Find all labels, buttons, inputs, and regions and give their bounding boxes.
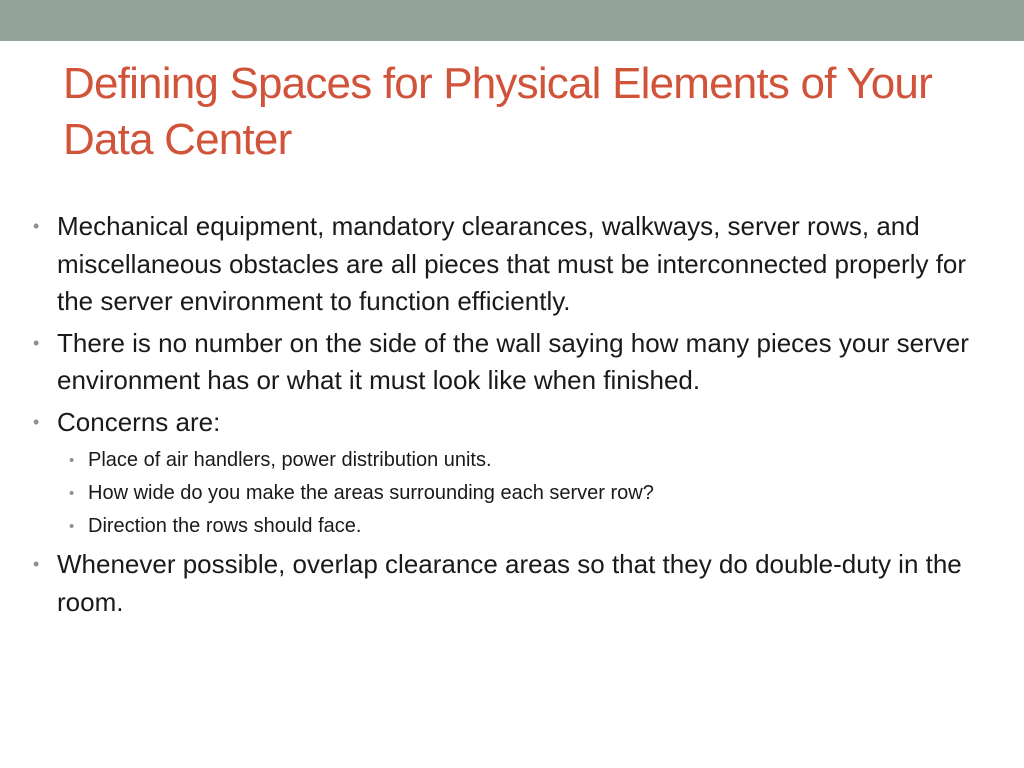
bullet-dot-icon: • xyxy=(33,216,40,236)
bullet-dot-icon: • xyxy=(69,452,75,469)
sub-bullet-list xyxy=(0,447,1024,540)
slide-title: Defining Spaces for Physical Elements of Your Data Center xyxy=(63,59,932,164)
bullet-text: Mechanical equipment, mandatory clearances, walkways, server rows, and miscellaneous obstacles are all pieces that must be interconnected properly for the server environment to function efficiently. xyxy=(57,211,967,316)
bullet-item xyxy=(0,325,1024,400)
bullet-text: Whenever possible, overlap clearance areas so that they do double-duty in the room. xyxy=(57,549,962,617)
slide-body xyxy=(0,208,1024,625)
bullet-text: Concerns are: xyxy=(57,406,221,437)
bullet-dot-icon: • xyxy=(33,554,40,574)
bullet-text: There is no number on the side of the wall saying how many pieces your server environment has or what it must look like when finished. xyxy=(57,327,969,395)
sub-bullet-text: Place of air handlers, power distribution units. xyxy=(88,449,492,471)
bullet-item xyxy=(0,546,1024,621)
sub-bullet-text: Direction the rows should face. xyxy=(88,515,362,537)
bullet-dot-icon: • xyxy=(33,411,40,432)
bullet-dot-icon: • xyxy=(69,485,75,502)
sub-bullet-text: How wide do you make the areas surrounding each server row? xyxy=(88,482,654,504)
sub-bullet-item xyxy=(0,513,1024,540)
top-accent-band xyxy=(0,0,1024,41)
sub-bullet-item xyxy=(0,480,1024,507)
bullet-dot-icon: • xyxy=(69,518,75,535)
sub-bullet-item xyxy=(0,447,1024,474)
bullet-item xyxy=(0,404,1024,442)
bullet-item xyxy=(0,208,1024,321)
bullet-dot-icon: • xyxy=(33,332,40,353)
sub-bullet-group xyxy=(0,447,1024,540)
